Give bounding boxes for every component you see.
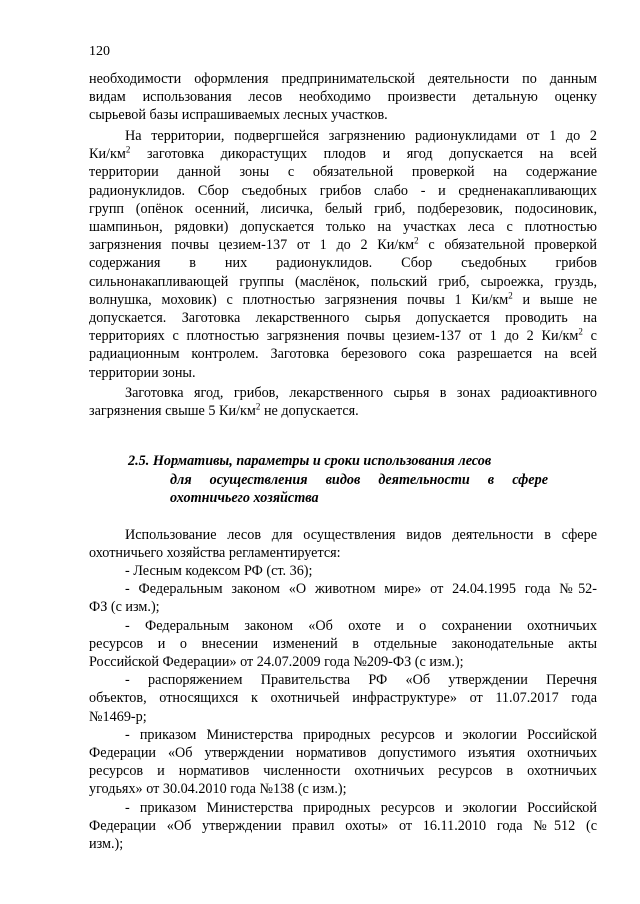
text-line: шампиньон, рядовки) допускается только на участках леса с плотностью: [89, 219, 597, 236]
text-line: территории зоны.: [89, 364, 196, 381]
list-item: - Лесным кодексом РФ (ст. 36);: [125, 563, 313, 579]
text-line: Заготовка ягод, грибов, лекарственного сырья в зонах радиоактивного: [125, 385, 597, 401]
section-heading: [128, 452, 548, 508]
text-line: сырьевой базы испрашиваемых лесных участков.: [89, 107, 388, 124]
paragraph-radionuclides: [89, 127, 597, 382]
page-number: 120: [89, 44, 110, 59]
text-line: охотничьего хозяйства регламентируется:: [89, 545, 341, 562]
text-line: угодьях» от 30.04.2010 года №138 (с изм.);: [89, 781, 347, 798]
superscript: 2: [508, 290, 513, 301]
text-line: Российской Федерации» от 24.07.2009 года №209-ФЗ (с изм.);: [89, 654, 464, 671]
regulation-list: [89, 562, 597, 853]
superscript: 2: [578, 326, 583, 337]
text-line: ФЗ (с изм.);: [89, 599, 160, 616]
text-line: №1469-р;: [89, 708, 147, 725]
text-line: объектов, относящихся к охотничьей инфраструктуре» от 11.07.2017 года: [89, 690, 597, 707]
text-line: территории данной зоны с обязательной проверкой на содержание: [89, 164, 597, 181]
heading-line: охотничьего хозяйства: [170, 490, 319, 506]
text-line: Федерации «Об утверждении правил охоты» от 16.11.2010 года №512 (с: [89, 817, 597, 834]
heading-line: 2.5. Нормативы, параметры и сроки использования лесов: [128, 453, 492, 469]
text-line: видам использования лесов необходимо произвести детальную оценку: [89, 89, 597, 106]
paragraph-continuation: [89, 70, 597, 125]
text-line: допускается. Заготовка лекарственного сырья допускается проводить на: [89, 310, 597, 327]
list-item: - Федеральным законом «Об охоте и о сохранении охотничьих: [125, 617, 597, 634]
text-line: радионуклидов. Сбор съедобных грибов слабо - и средненакапливающих: [89, 182, 597, 199]
list-item: - приказом Министерства природных ресурсов и экологии Российской: [125, 726, 597, 743]
list-item: - приказом Министерства природных ресурсов и экологии Российской: [125, 799, 597, 816]
text-line: загрязнения свыше 5 $Ки/км^2$ не допускается.: [89, 401, 359, 420]
superscript: 2: [414, 235, 419, 246]
text-line: ресурсов и о внесении изменений в отдельные законодательные акты: [89, 635, 597, 652]
text-line: загрязнения почвы цезием-137 от 1 до 2 $Ки/км^2$ с обязательной проверкой: [89, 235, 597, 254]
superscript: 2: [255, 401, 261, 412]
text-line: ресурсов и нормативов численности охотничьих ресурсов в охотничьих: [89, 763, 597, 780]
text-line: сильнонакапливающей группы (маслёнок, польский гриб, сыроежка, груздь,: [89, 273, 597, 290]
heading-line: для осуществления видов деятельности в сфере: [170, 471, 548, 488]
text-line: $Ки/км^2$ заготовка дикорастущих плодов и ягод допускается на всей: [89, 144, 597, 163]
text-line: радиационным контролем. Заготовка березового сока разрешается на всей: [89, 346, 597, 363]
text-line: Использование лесов для осуществления видов деятельности в сфере: [125, 527, 597, 543]
text-line: волнушка, моховик) с плотностью загрязнения почвы 1 $Ки/км^2$ и выше не: [89, 290, 598, 308]
list-item: - распоряжением Правительства РФ «Об утверждении Перечня: [125, 672, 597, 689]
text-line: На территории, подвергшейся загрязнению радионуклидами от 1 до 2: [125, 128, 597, 144]
text-line: изм.);: [89, 836, 124, 853]
paragraph-prohibition: [89, 384, 597, 420]
paragraph-intro: [89, 526, 597, 562]
text-line: территориях с плотностью загрязнения почвы цезием-137 от 1 до 2 $Ки/км^2$ с: [89, 326, 597, 345]
list-item: - Федеральным законом «О животном мире» от 24.04.1995 года №52-: [125, 581, 597, 598]
text-line: Федерации «Об утверждении нормативов допустимого изъятия охотничьих: [89, 745, 597, 762]
superscript: 2: [125, 144, 131, 155]
text-line: необходимости оформления предпринимательской деятельности по данным: [89, 71, 597, 87]
text-line: групп (опёнок осенний, лисичка, белый гриб, подберезовик, подосиновик,: [89, 200, 597, 217]
text-line: содержания в них радионуклидов. Сбор съедобных грибов: [89, 255, 597, 272]
